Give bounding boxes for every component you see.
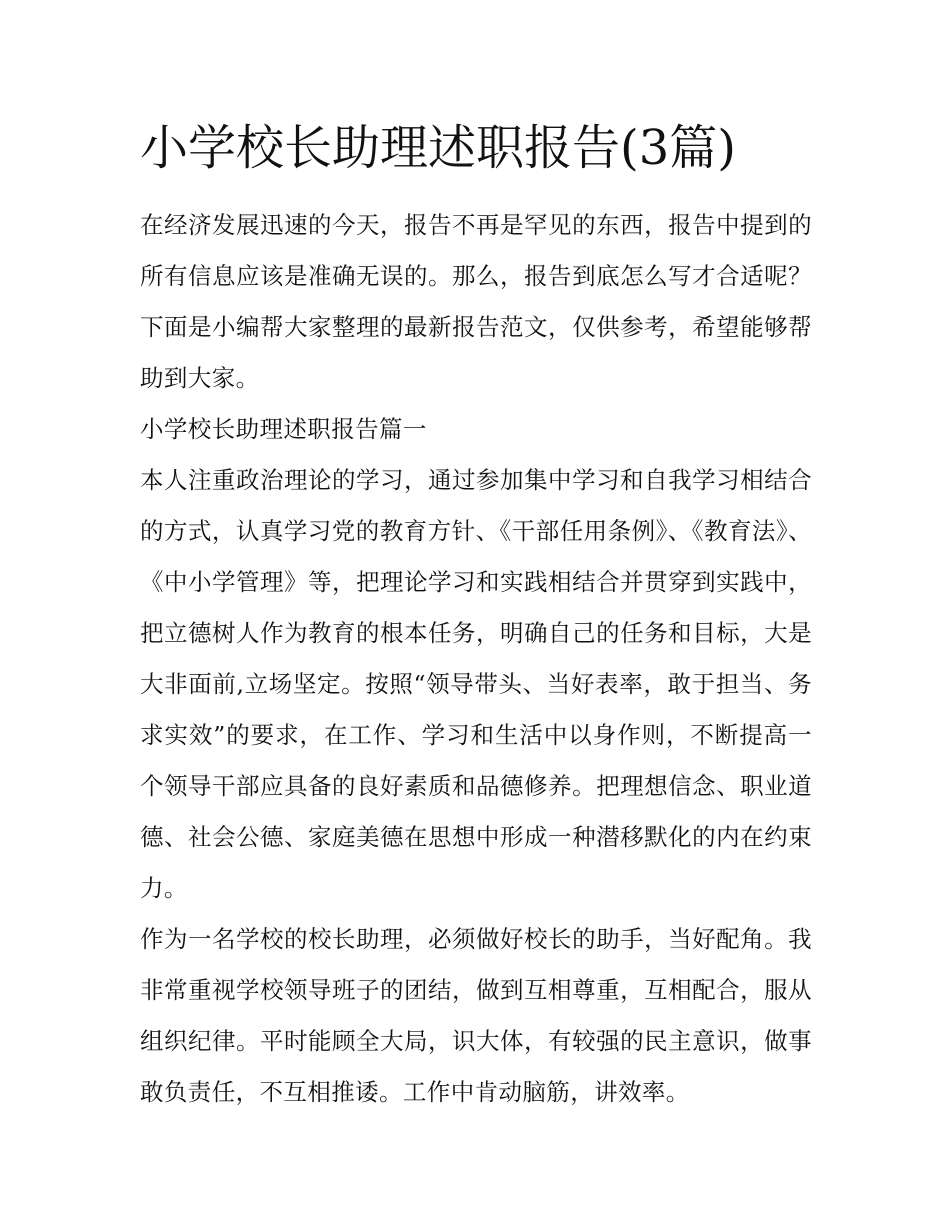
document-page [140,110,812,1118]
intro-paragraph: 在经济发展迅速的今天，报告不再是罕见的东西，报告中提到的所有信息应该是准确无误的。那么，报告到底怎么写才合适呢？下面是小编帮大家整理的最新报告范文，仅供参考，希望能够帮助到大家。 [140,211,812,392]
document-title: 小学校长助理述职报告(3篇) [140,120,736,176]
body-paragraph-2: 作为一名学校的校长助理，必须做好校长的助手，当好配角。我非常重视学校领导班子的团结，做到互相尊重，互相配合，服从组织纪律。平时能顾全大局，识大体，有较强的民主意识，做事敢负责任，不互相推诿。工作中肯动脑筋，讲效率。 [140,925,812,1106]
section-heading: 小学校长助理述职报告篇一 [140,415,427,443]
body-paragraph-1: 本人注重政治理论的学习，通过参加集中学习和自我学习相结合的方式，认真学习党的教育方针、《干部任用条例》、《教育法》、《中小学管理》等，把理论学习和实践相结合并贯穿到实践中，把立德树人作为教育的根本任务，明确自己的任务和目标，大是大非面前,立场坚定。按照“领导带头、当好表率，敢于担当、务求实效”的要求，在工作、学习和生活中以身作则，不断提高一个领导干部应具备的良好素质和品德修养。把理想信念、职业道德、社会公德、家庭美德在思想中形成一种潜移默化的内在约束力。 [140,466,812,902]
